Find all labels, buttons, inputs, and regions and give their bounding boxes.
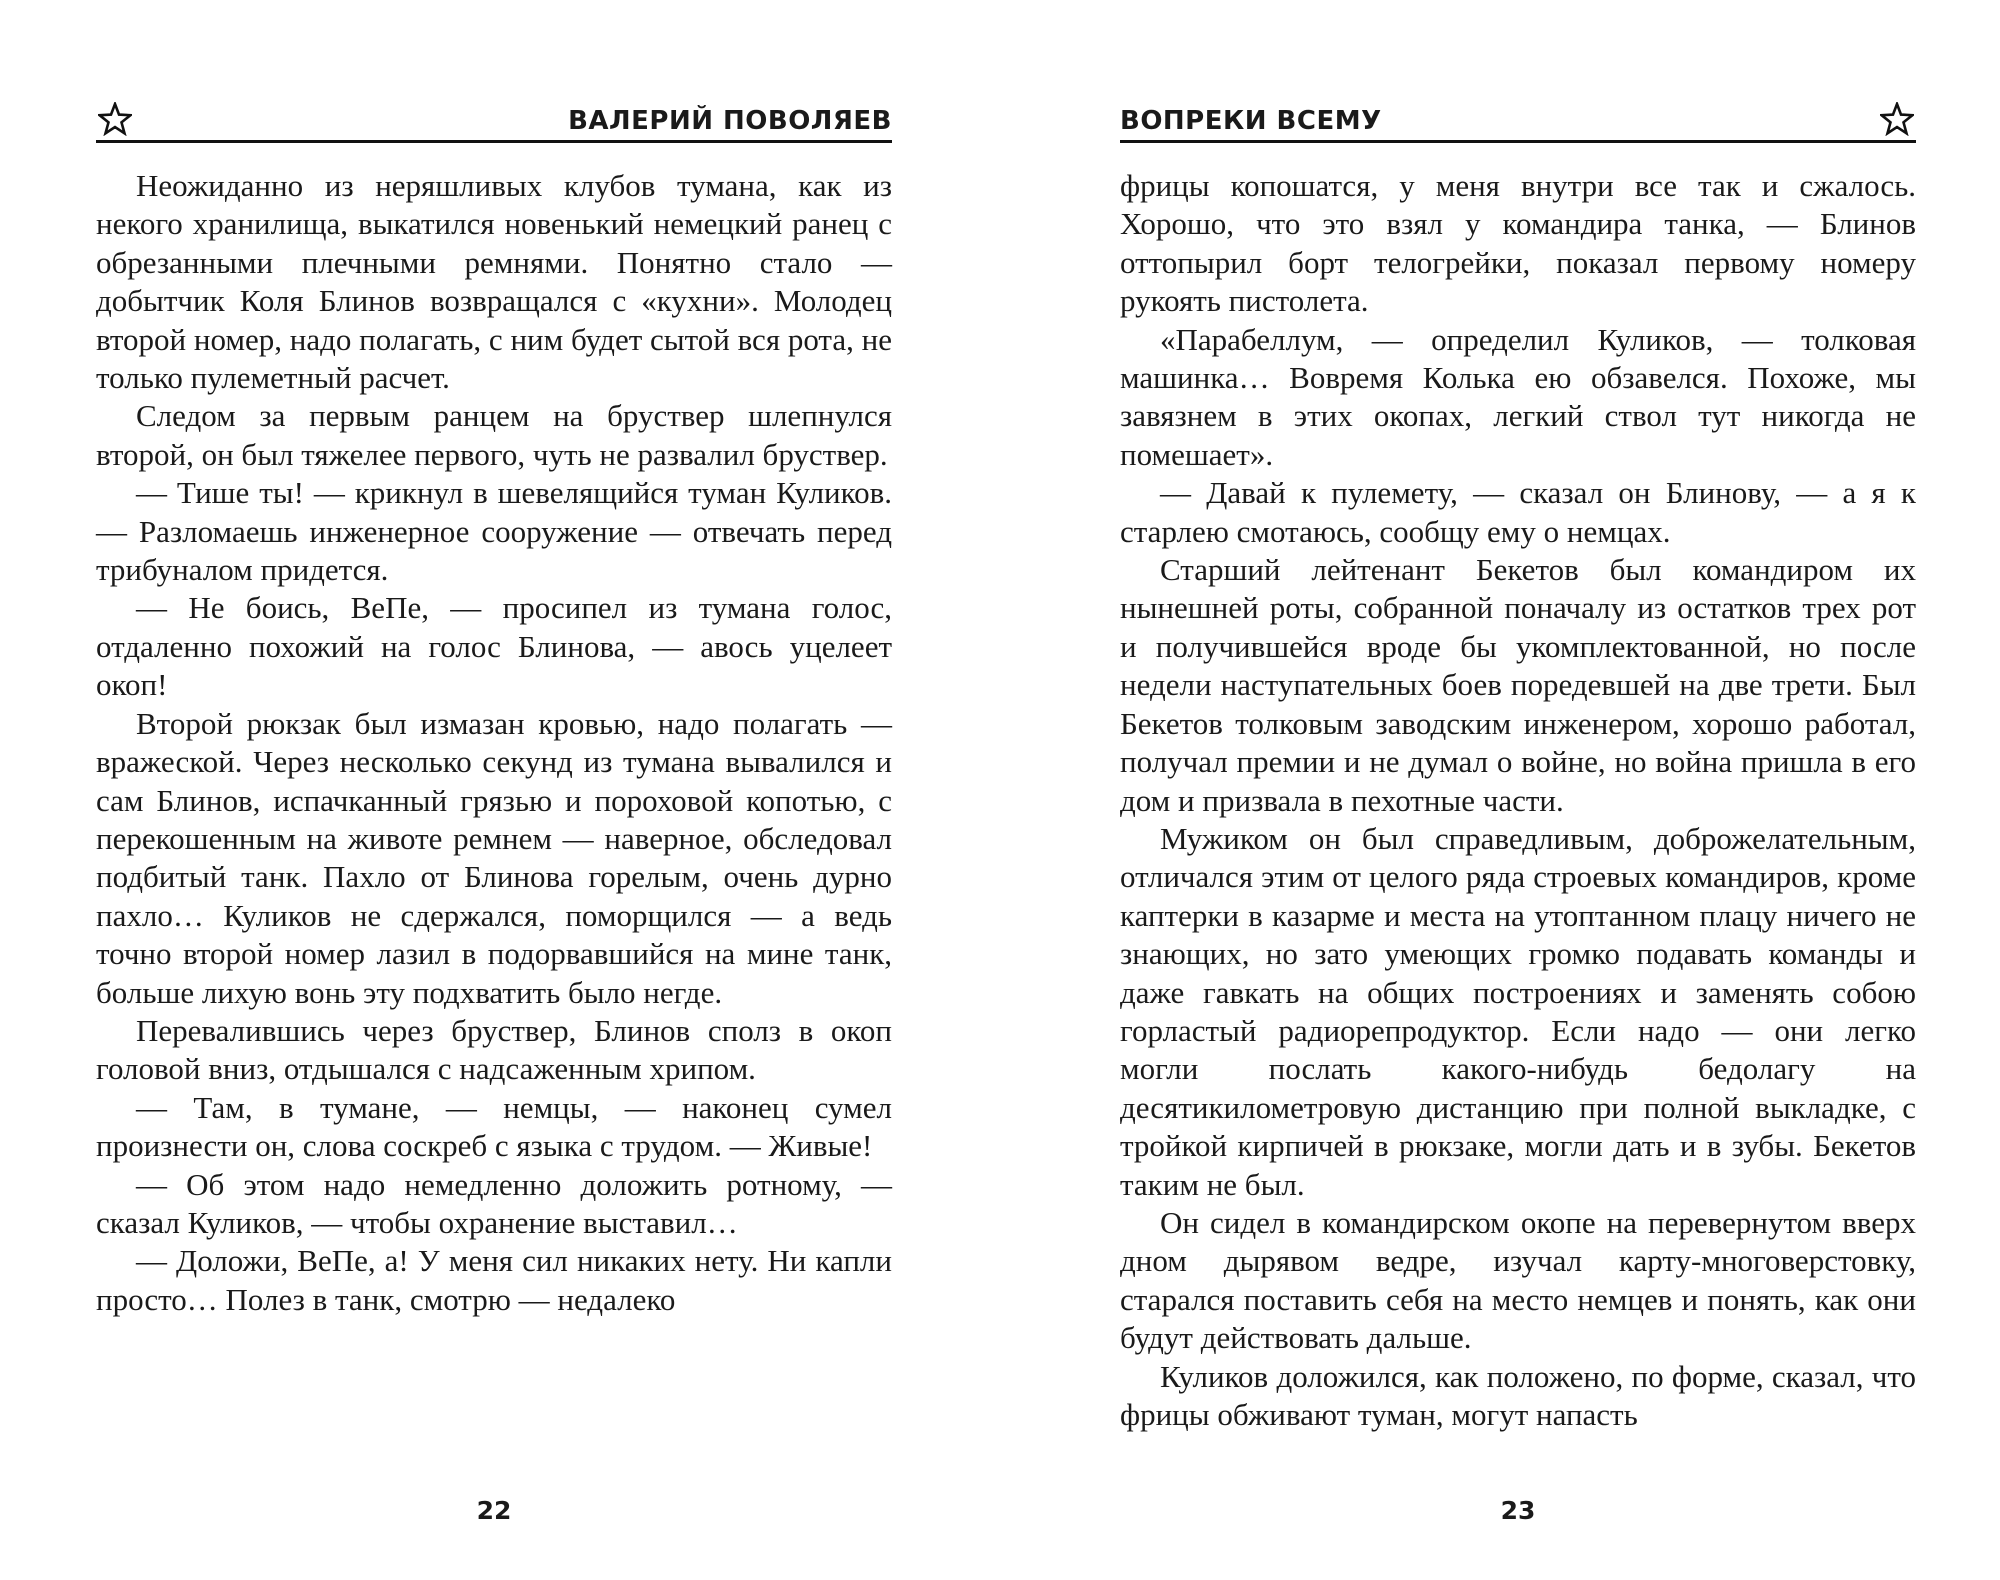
page-number: 23 — [1500, 1496, 1536, 1525]
right-page — [1000, 0, 2000, 1580]
book-title: ВОПРЕКИ ВСЕМУ — [1120, 106, 1382, 136]
paragraph: — Об этом надо немедленно доложить ротному, — сказал Куликов, — чтобы охранение выставил… — [96, 1166, 892, 1240]
paragraph: Неожиданно из неряшливых клубов тумана, как из некого хранилища, выкатился новенький немецкий ранец с обрезанными плечными ремнями. Понятно стало — добытчик Коля Блинов возвращался с «кухни». Молодец второй номер, надо полагать, с ним будет сытой вся рота, не только пулеметный расчет. — [96, 168, 892, 396]
left-page-text — [96, 167, 892, 1319]
paragraph: «Парабеллум, — определил Куликов, — толковая машинка… Вовремя Колька ею обзавелся. Похоже, мы завязнем в этих окопах, легкий ствол тут никогда не помешает». — [1120, 321, 1916, 472]
right-page-text — [1120, 167, 1916, 1434]
paragraph: — Давай к пулемету, — сказал он Блинову, — а я к старлею смотаюсь, сообщу ему о немцах. — [1120, 475, 1916, 549]
paragraph: — Доложи, ВеПе, а! У меня сил никаких нету. Ни капли просто… Полез в танк, смотрю — недалеко — [96, 1243, 892, 1317]
paragraph: — Там, в тумане, — немцы, — наконец сумел произнести он, слова соскреб с языка с трудом. — Живые! — [96, 1089, 892, 1164]
paragraph: — Не боись, ВеПе, — просипел из тумана голос, отдаленно похожий на голос Блинова, — авось уцелеет окоп! — [96, 590, 892, 703]
paragraph: Перевалившись через бруствер, Блинов сполз в окоп головой вниз, отдышался с надсаженным хрипом. — [96, 1012, 892, 1087]
author-name: ВАЛЕРИЙ ПОВОЛЯЕВ — [568, 106, 892, 136]
paragraph: Мужиком он был справедливым, доброжелательным, отличался этим от целого ряда строевых командиров, кроме каптерки в казарме и места на утоптанном плацу ничего не знающих, но зато умеющих громко подавать команды и даже гавкать на общих построениях и заменять собою горластый радиорепродуктор. Если надо — они легко могли послать какого-нибудь бедолагу на десятикилометровую дистанцию при полной выкладке, с тройкой кирпичей в рюкзаке, могли дать и в зубы. Бекетов таким не был. — [1120, 820, 1916, 1202]
paragraph: Куликов доложился, как положено, по форме, сказал, что фрицы обживают туман, могут напасть — [1120, 1358, 1916, 1432]
left-running-head — [96, 100, 892, 143]
star-outline-icon — [98, 102, 132, 136]
right-running-head — [1120, 100, 1916, 143]
paragraph: Следом за первым ранцем на бруствер шлепнулся второй, он был тяжелее первого, чуть не развалил бруствер. — [96, 398, 892, 472]
star-outline-icon — [1880, 102, 1914, 136]
paragraph: — Тише ты! — крикнул в шевелящийся туман Куликов. — Разломаешь инженерное сооружение — отвечать перед трибуналом придется. — [96, 475, 892, 588]
paragraph: Он сидел в командирском окопе на перевернутом вверх дном дырявом ведре, изучал карту-многоверстовку, старался поставить себя на место немцев и понять, как они будут действовать дальше. — [1120, 1204, 1916, 1356]
page-number: 22 — [476, 1496, 512, 1525]
paragraph-continuation: фрицы копошатся, у меня внутри все так и сжалось. Хорошо, что это взял у командира танка, — Блинов оттопырил борт телогрейки, показал первому номеру рукоять пистолета. — [1120, 168, 1916, 319]
paragraph: Старший лейтенант Бекетов был командиром их нынешней роты, собранной поначалу из остатков трех рот и получившейся вроде бы укомплектованной, но после недели наступательных боев поредевшей на две трети. Был Бекетов толковым заводским инженером, хорошо работал, получал премии и не думал о войне, но война пришла в его дом и призвала в пехотные части. — [1120, 552, 1916, 818]
paragraph: Второй рюкзак был измазан кровью, надо полагать — вражеской. Через несколько секунд из тумана вывалился и сам Блинов, испачканный грязью и пороховой копотью, с перекошенным на животе ремнем — наверное, обследовал подбитый танк. Пахло от Блинова горелым, очень дурно пахло… Куликов не сдержался, поморщился — а ведь точно второй номер лазил в подорвавшийся на мине танк, больше лихую вонь эту подхватить было негде. — [96, 705, 892, 1010]
